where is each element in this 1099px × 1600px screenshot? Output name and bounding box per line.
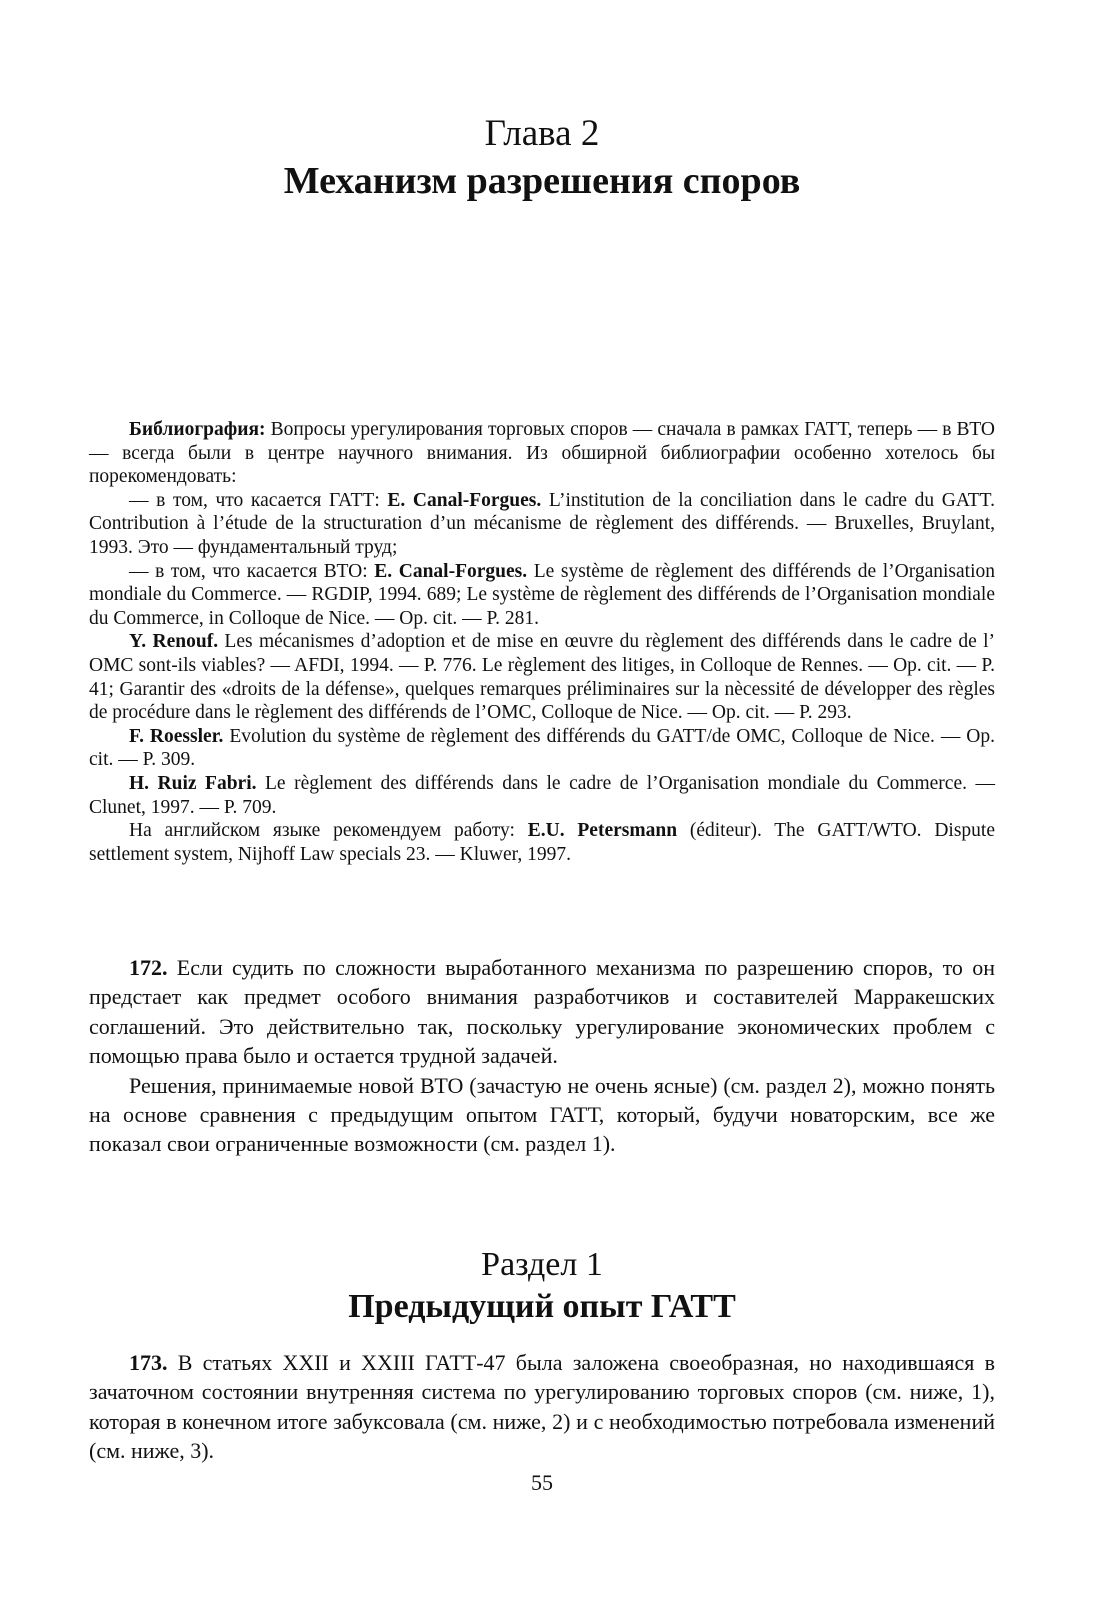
text-run: В статьях XXII и XXIII ГАТТ-47 была заложена своеобразная, но находившаяся в зачаточном состоянии внутренняя система по урегулированию торговых споров (см. ниже, 1), которая в конечном итоге забуксовала (см. ниже, 2) и с необходимостью потребовала изменений (см. ниже, 3).: [89, 1350, 995, 1464]
bibliography: [89, 418, 995, 866]
bold-run: E.U. Petersmann: [527, 820, 678, 842]
text-run: Вопросы урегулирования торговых споров — сначала в рамках ГАТТ, теперь — в ВТО — всегда были в центре научного внимания. Из обширной библиографии особенно хотелось бы порекомендовать:: [89, 419, 995, 488]
bibliography-entry-ruiz-fabri: [89, 772, 995, 819]
text-run: — в том, что касается ВТО:: [129, 560, 375, 582]
bold-run: 172.: [129, 955, 168, 980]
text-run: Если судить по сложности выработанного механизма по разрешению споров, то он предстает как предмет особого внимания разработчиков и составителей Марракешских соглашений. Это действительно так, поскольку урегулирование экономических проблем с помощью права было и остается трудной задачей.: [89, 955, 995, 1069]
section-title: Предыдущий опыт ГАТТ: [348, 1288, 736, 1325]
bold-run: 173.: [129, 1350, 168, 1375]
intro-text: [89, 953, 995, 1159]
bibliography-intro: [89, 418, 995, 489]
bibliography-entry-renouf: [89, 630, 995, 724]
paragraph-173: [89, 1348, 995, 1466]
bold-run: Y. Renouf.: [129, 631, 219, 653]
text-run: (éditeur). The GATT/WTO. Dispute settlement system, Nijhoff Law specials 23. — Kluwer, 1997.: [89, 820, 995, 865]
section-text: [89, 1348, 995, 1466]
chapter-number: Глава 2: [484, 113, 600, 154]
text-run: Les mécanismes d’adoption et de mise en œuvre du règlement des différends dans le cadre de l’ OMC sont-ils viables? — AFDI, 1994. — P. 776. Le règlement des litiges, in Colloque de Rennes. — Op. cit. — P. 41; Garantir des «droits de la défense», quelques remarques préliminaires sur la nècessité de développer des règles de procédure dans le règlement des différends de l’OMC, Colloque de Nice. — Op. cit. — P. 293.: [89, 631, 996, 724]
paragraph-172: [89, 953, 995, 1071]
bold-run: H. Ruiz Fabri.: [129, 772, 257, 794]
bold-run: E. Canal-Forgues.: [387, 489, 542, 511]
text-run: Evolution du système de règlement des différends du GATT/de OMC, Colloque de Nice. — Op. cit. — P. 309.: [89, 725, 995, 771]
bibliography-entry-petersmann: [89, 819, 995, 866]
text-run: Решения, принимаемые новой ВТО (зачастую не очень ясные) (см. раздел 2), можно понять на основе сравнения с предыдущим опытом ГАТТ, который, будучи новаторским, все же показал свои ограниченные возможности (см. раздел 1).: [89, 1072, 995, 1157]
bibliography-entry-wto: [89, 560, 995, 631]
text-run: — в том, что касается ГАТТ:: [129, 489, 388, 511]
page-number: 55: [531, 1470, 553, 1495]
text-run: Le règlement des différends dans le cadre de l’Organisation mondiale du Commerce. — Clunet, 1997. — P. 709.: [89, 772, 995, 818]
bibliography-entry-gatt: [89, 489, 995, 560]
paragraph-172-continued: [89, 1071, 995, 1159]
chapter-title: Механизм разрешения споров: [283, 160, 801, 202]
text-run: L’institution de la conciliation dans le cadre du GATT. Contribution à l’étude de la structuration d’un mécanisme de règlement des différends. — Bruxelles, Bruylant, 1993. Это — фундаментальный труд;: [89, 489, 995, 558]
bold-run: Библиография:: [129, 419, 266, 440]
text-run: На английском языке рекомендуем работу:: [129, 820, 528, 842]
book-page: [89, 0, 995, 1600]
bold-run: F. Roessler.: [129, 725, 224, 747]
section-number: Раздел 1: [481, 1246, 603, 1283]
text-run: Le système de règlement des différends de l’Organisation mondiale du Commerce. — RGDIP, 1994. 689; Le système de règlement des différends de l’Organisation mondiale du Commerce, in Colloque de Nice. — Op. cit. — P. 281.: [89, 560, 996, 629]
bold-run: E. Canal-Forgues.: [374, 560, 528, 582]
bibliography-entry-roessler: [89, 725, 995, 772]
